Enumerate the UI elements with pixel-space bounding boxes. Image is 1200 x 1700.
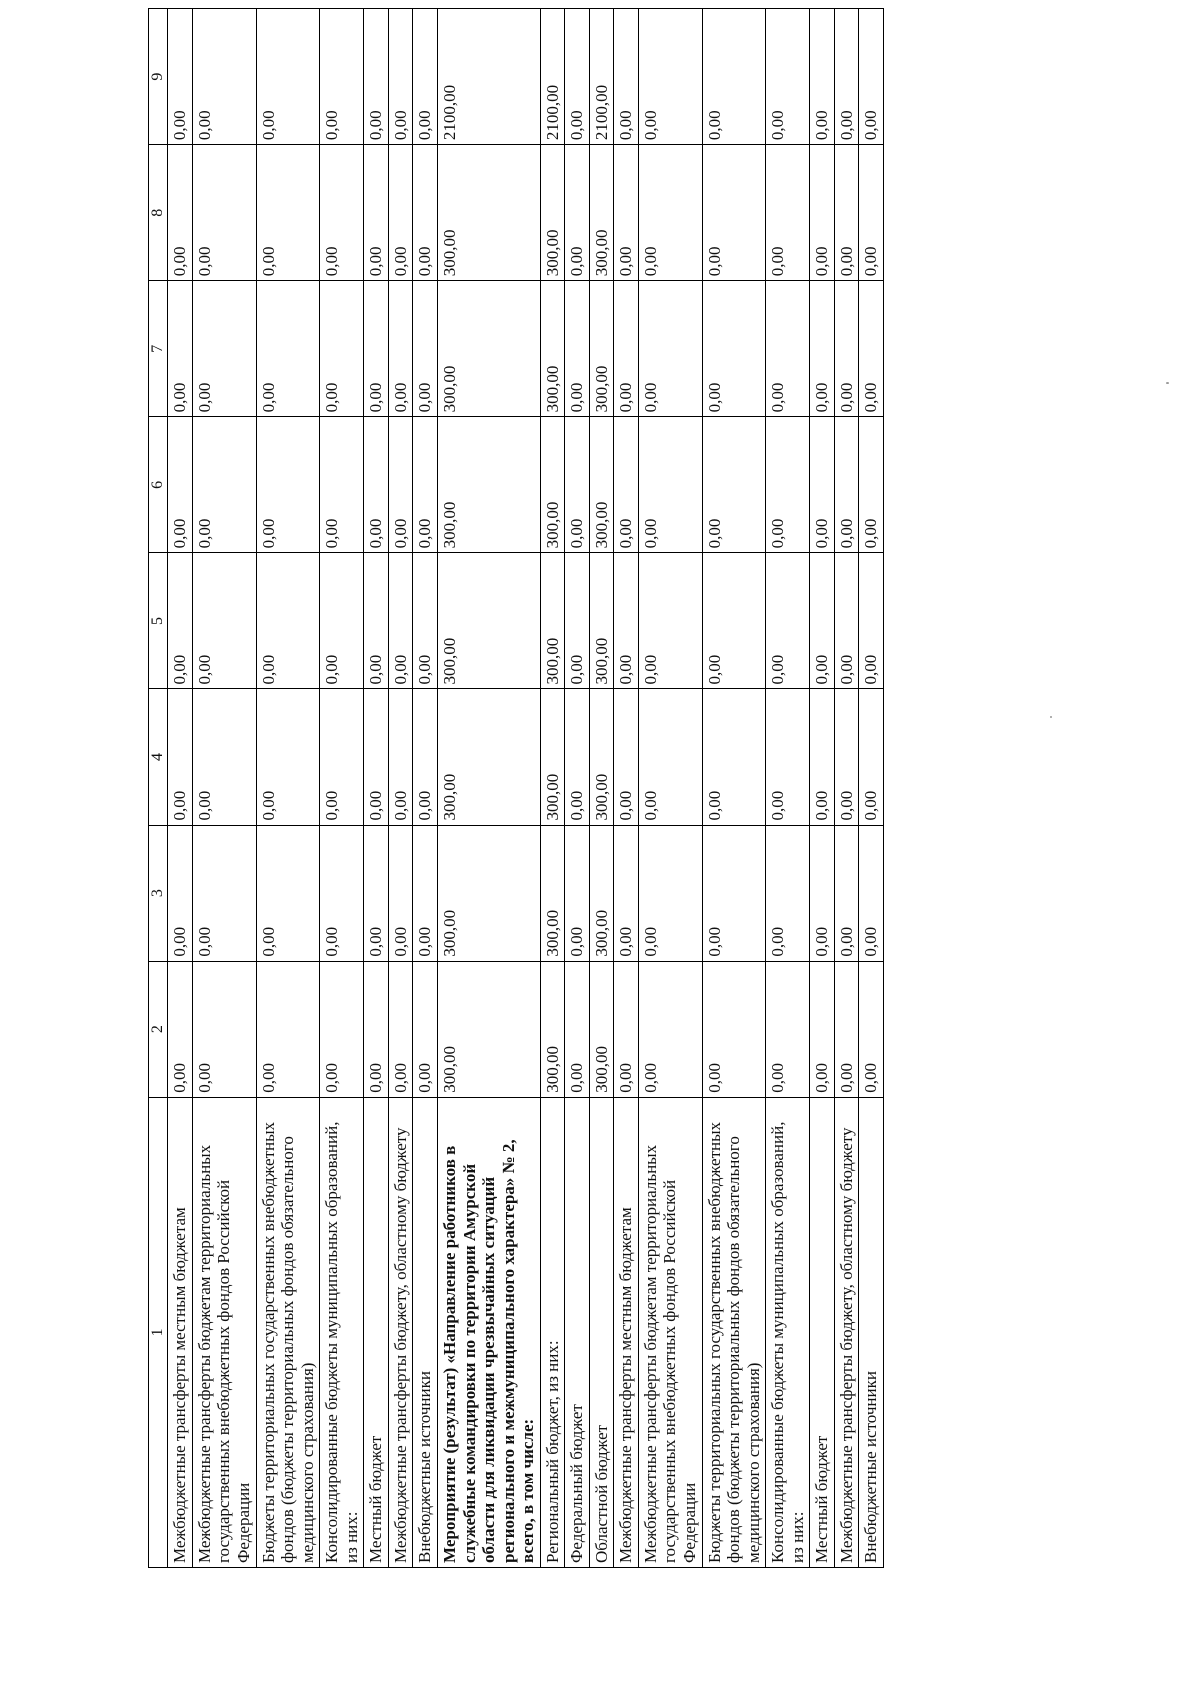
value-cell: 0,00 — [364, 281, 389, 417]
value-cell: 0,00 — [810, 9, 835, 145]
value-cell: 0,00 — [256, 689, 320, 825]
value-cell: 0,00 — [810, 553, 835, 689]
value-cell: 0,00 — [388, 145, 413, 281]
value-cell: 0,00 — [859, 689, 884, 825]
value-cell: 0,00 — [388, 961, 413, 1097]
value-cell: 0,00 — [388, 281, 413, 417]
budget-table — [148, 8, 884, 1568]
value-cell: 0,00 — [565, 281, 590, 417]
value-cell: 0,00 — [168, 689, 193, 825]
column-header: 2 — [149, 961, 168, 1097]
table-row — [589, 9, 614, 1568]
value-cell: 0,00 — [192, 825, 256, 961]
value-cell: 0,00 — [614, 9, 639, 145]
value-cell: 0,00 — [638, 9, 702, 145]
value-cell: 0,00 — [834, 553, 859, 689]
value-cell: 0,00 — [192, 689, 256, 825]
row-label: Федеральный бюджет — [565, 1097, 590, 1567]
value-cell: 0,00 — [413, 145, 438, 281]
column-header: 6 — [149, 417, 168, 553]
value-cell: 300,00 — [540, 825, 565, 961]
row-label: Местный бюджет — [364, 1097, 389, 1567]
value-cell: 0,00 — [702, 9, 766, 145]
value-cell: 0,00 — [614, 145, 639, 281]
value-cell: 0,00 — [834, 417, 859, 553]
value-cell: 0,00 — [565, 961, 590, 1097]
value-cell: 0,00 — [638, 689, 702, 825]
value-cell: 300,00 — [589, 689, 614, 825]
value-cell: 300,00 — [437, 689, 540, 825]
value-cell: 0,00 — [364, 553, 389, 689]
value-cell: 0,00 — [168, 9, 193, 145]
value-cell: 0,00 — [192, 961, 256, 1097]
value-cell: 300,00 — [540, 281, 565, 417]
column-header: 7 — [149, 281, 168, 417]
table-row — [192, 9, 256, 1568]
value-cell: 0,00 — [810, 417, 835, 553]
value-cell: 2100,00 — [540, 9, 565, 145]
row-label: Местный бюджет — [810, 1097, 835, 1567]
table-body — [168, 9, 884, 1568]
value-cell: 0,00 — [859, 825, 884, 961]
value-cell: 0,00 — [834, 961, 859, 1097]
value-cell: 0,00 — [702, 145, 766, 281]
value-cell: 300,00 — [437, 145, 540, 281]
value-cell: 0,00 — [413, 689, 438, 825]
value-cell: 0,00 — [702, 689, 766, 825]
value-cell: 0,00 — [388, 825, 413, 961]
value-cell: 0,00 — [168, 145, 193, 281]
value-cell: 0,00 — [766, 281, 810, 417]
value-cell: 0,00 — [766, 825, 810, 961]
value-cell: 0,00 — [766, 553, 810, 689]
row-label: Внебюджетные источники — [413, 1097, 438, 1567]
value-cell: 0,00 — [388, 553, 413, 689]
value-cell: 0,00 — [766, 961, 810, 1097]
row-label: Межбюджетные трансферты бюджетам территориальных государственных внебюджетных фондов Российской Федерации — [638, 1097, 702, 1567]
column-header: 4 — [149, 689, 168, 825]
table-row — [437, 9, 540, 1568]
value-cell: 0,00 — [168, 417, 193, 553]
value-cell: 0,00 — [320, 961, 364, 1097]
value-cell: 0,00 — [364, 145, 389, 281]
value-cell: 0,00 — [388, 417, 413, 553]
value-cell: 0,00 — [810, 961, 835, 1097]
value-cell: 300,00 — [589, 825, 614, 961]
table-row — [320, 9, 364, 1568]
value-cell: 0,00 — [834, 145, 859, 281]
value-cell: 0,00 — [256, 145, 320, 281]
value-cell: 0,00 — [859, 417, 884, 553]
value-cell: 0,00 — [834, 281, 859, 417]
column-header: 5 — [149, 553, 168, 689]
value-cell: 0,00 — [766, 689, 810, 825]
value-cell: 0,00 — [638, 825, 702, 961]
value-cell: 300,00 — [437, 417, 540, 553]
value-cell: 0,00 — [413, 825, 438, 961]
value-cell: 300,00 — [589, 961, 614, 1097]
value-cell: 300,00 — [437, 825, 540, 961]
value-cell: 0,00 — [192, 9, 256, 145]
row-label: Межбюджетные трансферты местным бюджетам — [168, 1097, 193, 1567]
table-row — [766, 9, 810, 1568]
row-label: Консолидированные бюджеты муниципальных образований, из них: — [320, 1097, 364, 1567]
value-cell: 0,00 — [702, 281, 766, 417]
row-label: Межбюджетные трансферты местным бюджетам — [614, 1097, 639, 1567]
value-cell: 0,00 — [859, 145, 884, 281]
row-label: Мероприятие (результат) «Направление работников в служебные командировки по территории Амурской области для ликвидации чрезвычайных ситуаций регионального и межмуниципального характера» № 2, всего, в том числе: — [437, 1097, 540, 1567]
value-cell: 0,00 — [834, 825, 859, 961]
table-row — [540, 9, 565, 1568]
value-cell: 0,00 — [388, 689, 413, 825]
row-label: Бюджеты территориальных государственных внебюджетных фондов (бюджеты территориальных фондов обязательного медицинского страхования) — [256, 1097, 320, 1567]
row-label: Межбюджетные трансферты бюджету, областному бюджету — [388, 1097, 413, 1567]
table-row — [256, 9, 320, 1568]
column-header: 8 — [149, 145, 168, 281]
value-cell: 0,00 — [614, 281, 639, 417]
value-cell: 0,00 — [565, 9, 590, 145]
value-cell: 0,00 — [168, 553, 193, 689]
value-cell: 0,00 — [320, 825, 364, 961]
row-label: Региональный бюджет, из них: — [540, 1097, 565, 1567]
value-cell: 0,00 — [638, 417, 702, 553]
value-cell: 0,00 — [565, 689, 590, 825]
value-cell: 0,00 — [702, 553, 766, 689]
value-cell: 0,00 — [413, 417, 438, 553]
column-header: 9 — [149, 9, 168, 145]
table-row — [859, 9, 884, 1568]
table-row — [810, 9, 835, 1568]
value-cell: 0,00 — [256, 9, 320, 145]
value-cell: 2100,00 — [437, 9, 540, 145]
value-cell: 300,00 — [437, 553, 540, 689]
value-cell: 0,00 — [614, 689, 639, 825]
value-cell: 0,00 — [859, 9, 884, 145]
rotated-page — [148, 8, 1148, 1568]
table-row — [364, 9, 389, 1568]
value-cell: 0,00 — [364, 961, 389, 1097]
value-cell: 0,00 — [192, 281, 256, 417]
value-cell: 0,00 — [168, 961, 193, 1097]
value-cell: 0,00 — [192, 145, 256, 281]
value-cell: 0,00 — [565, 553, 590, 689]
value-cell: 300,00 — [589, 553, 614, 689]
value-cell: 0,00 — [702, 417, 766, 553]
value-cell: 0,00 — [638, 281, 702, 417]
value-cell: 0,00 — [810, 145, 835, 281]
value-cell: 0,00 — [256, 553, 320, 689]
value-cell: 0,00 — [565, 825, 590, 961]
table-row — [413, 9, 438, 1568]
value-cell: 0,00 — [834, 689, 859, 825]
value-cell: 0,00 — [364, 825, 389, 961]
value-cell: 0,00 — [320, 417, 364, 553]
value-cell: 0,00 — [256, 417, 320, 553]
value-cell: 0,00 — [192, 417, 256, 553]
value-cell: 0,00 — [320, 553, 364, 689]
value-cell: 0,00 — [766, 9, 810, 145]
value-cell: 0,00 — [320, 145, 364, 281]
row-label: Межбюджетные трансферты бюджетам территориальных государственных внебюджетных фондов Российской Федерации — [192, 1097, 256, 1567]
value-cell: 0,00 — [168, 281, 193, 417]
value-cell: 0,00 — [413, 9, 438, 145]
value-cell: 0,00 — [565, 145, 590, 281]
column-header: 1 — [149, 1097, 168, 1567]
value-cell: 0,00 — [614, 417, 639, 553]
value-cell: 300,00 — [540, 145, 565, 281]
scan-speck — [1050, 716, 1052, 718]
row-label: Областной бюджет — [589, 1097, 614, 1567]
value-cell: 0,00 — [413, 281, 438, 417]
value-cell: 0,00 — [810, 281, 835, 417]
value-cell: 0,00 — [320, 9, 364, 145]
table-row — [565, 9, 590, 1568]
value-cell: 0,00 — [766, 145, 810, 281]
value-cell: 0,00 — [614, 825, 639, 961]
value-cell: 0,00 — [413, 553, 438, 689]
value-cell: 300,00 — [540, 553, 565, 689]
value-cell: 0,00 — [320, 281, 364, 417]
row-label: Межбюджетные трансферты бюджету, областному бюджету — [834, 1097, 859, 1567]
value-cell: 0,00 — [859, 281, 884, 417]
value-cell: 0,00 — [614, 553, 639, 689]
value-cell: 0,00 — [859, 553, 884, 689]
value-cell: 0,00 — [168, 825, 193, 961]
value-cell: 300,00 — [540, 417, 565, 553]
value-cell: 0,00 — [702, 825, 766, 961]
value-cell: 300,00 — [437, 281, 540, 417]
column-header: 3 — [149, 825, 168, 961]
value-cell: 2100,00 — [589, 9, 614, 145]
value-cell: 0,00 — [638, 145, 702, 281]
table-row — [388, 9, 413, 1568]
value-cell: 0,00 — [766, 417, 810, 553]
value-cell: 0,00 — [810, 689, 835, 825]
value-cell: 300,00 — [540, 961, 565, 1097]
value-cell: 0,00 — [859, 961, 884, 1097]
scan-speck — [1166, 382, 1169, 384]
value-cell: 0,00 — [638, 553, 702, 689]
value-cell: 0,00 — [638, 961, 702, 1097]
value-cell: 0,00 — [565, 417, 590, 553]
value-cell: 300,00 — [589, 417, 614, 553]
value-cell: 0,00 — [256, 825, 320, 961]
value-cell: 0,00 — [810, 825, 835, 961]
value-cell: 0,00 — [364, 417, 389, 553]
value-cell: 300,00 — [589, 281, 614, 417]
table-row — [614, 9, 639, 1568]
table-row — [638, 9, 702, 1568]
value-cell: 300,00 — [589, 145, 614, 281]
value-cell: 0,00 — [320, 689, 364, 825]
value-cell: 0,00 — [256, 281, 320, 417]
value-cell: 0,00 — [702, 961, 766, 1097]
row-label: Внебюджетные источники — [859, 1097, 884, 1567]
value-cell: 0,00 — [388, 9, 413, 145]
value-cell: 0,00 — [192, 553, 256, 689]
table-row — [702, 9, 766, 1568]
value-cell: 0,00 — [256, 961, 320, 1097]
value-cell: 0,00 — [364, 9, 389, 145]
table-row — [834, 9, 859, 1568]
value-cell: 0,00 — [364, 689, 389, 825]
row-label: Бюджеты территориальных государственных внебюджетных фондов (бюджеты территориальных фондов обязательного медицинского страхования) — [702, 1097, 766, 1567]
value-cell: 0,00 — [413, 961, 438, 1097]
value-cell: 0,00 — [614, 961, 639, 1097]
value-cell: 300,00 — [437, 961, 540, 1097]
header-row — [149, 9, 168, 1568]
table-row — [168, 9, 193, 1568]
value-cell: 0,00 — [834, 9, 859, 145]
row-label: Консолидированные бюджеты муниципальных образований, из них: — [766, 1097, 810, 1567]
value-cell: 300,00 — [540, 689, 565, 825]
